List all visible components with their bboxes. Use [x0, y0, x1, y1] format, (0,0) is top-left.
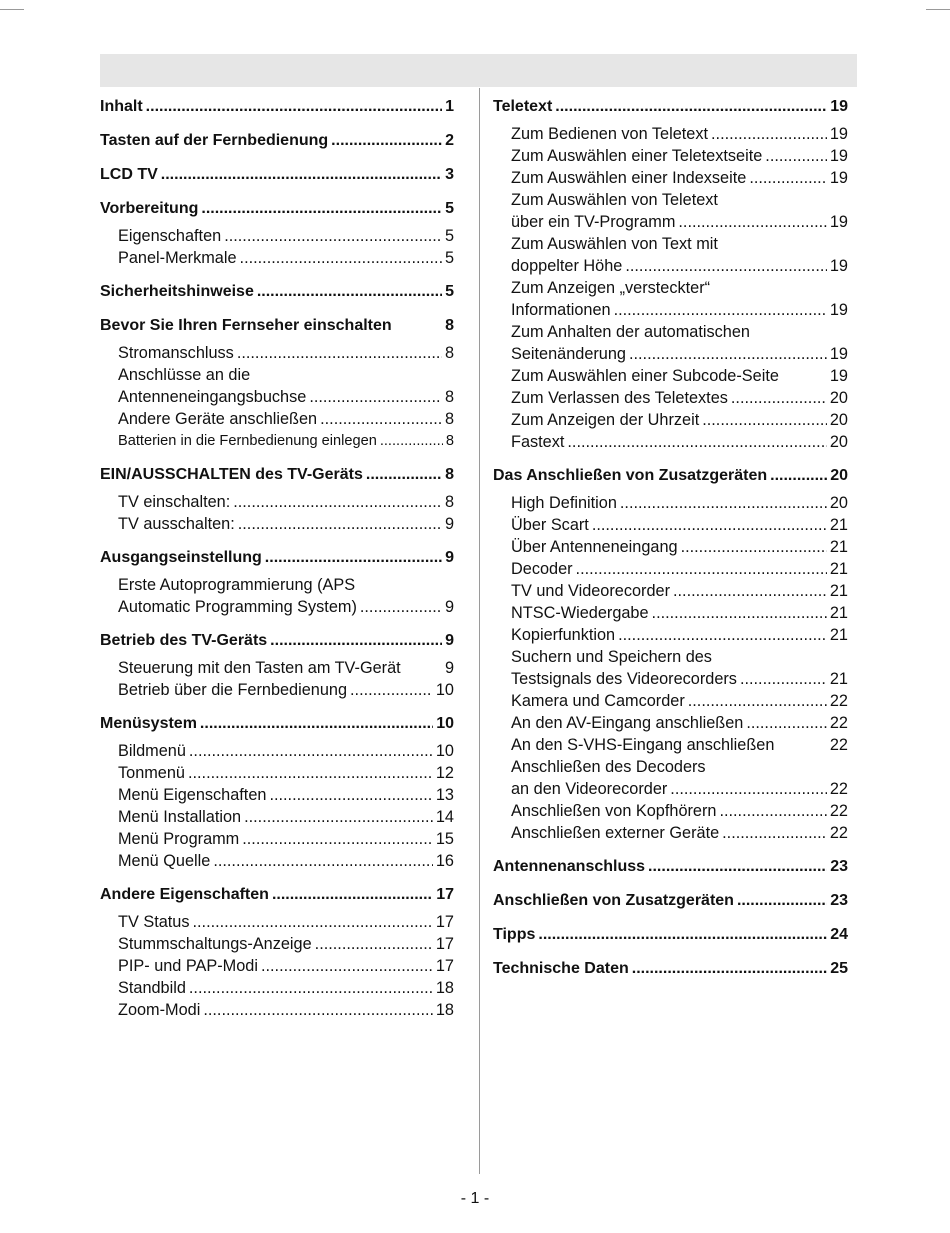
toc-entry-title: Kamera und Camcorder — [511, 692, 685, 710]
toc-page-number: 8 — [444, 388, 454, 406]
toc-entry[interactable] — [493, 690, 848, 712]
toc-leader-dots — [320, 408, 442, 430]
toc-entry-title: doppelter Höhe — [511, 257, 623, 275]
toc-page-number: 21 — [829, 538, 848, 556]
toc-entry-title: Teletext — [493, 98, 553, 115]
toc-entry-title: Technische Daten — [493, 960, 629, 977]
toc-entry-title: NTSC-Wiedergabe — [511, 604, 649, 622]
toc-entry-title: Zum Auswählen einer Teletextseite — [511, 147, 763, 165]
toc-entry-title: Menü Eigenschaften — [118, 786, 267, 804]
toc-entry[interactable] — [493, 800, 848, 822]
toc-page-number: 19 — [829, 147, 848, 165]
toc-page-number: 8 — [444, 344, 454, 362]
toc-entry[interactable] — [100, 999, 454, 1021]
toc-leader-dots — [270, 630, 442, 652]
toc-entry-title: TV einschalten: — [118, 493, 231, 511]
toc-page-number: 18 — [435, 979, 454, 997]
toc-entry-title: Stromanschluss — [118, 344, 234, 362]
toc-leader-dots — [265, 547, 442, 569]
toc-entry[interactable] — [100, 596, 454, 618]
toc-page-number: 5 — [445, 283, 454, 300]
toc-entry-text-continued: Erste Autoprogrammierung (APS — [118, 576, 356, 594]
toc-page-number: 9 — [445, 549, 454, 566]
toc-leader-dots — [233, 491, 442, 513]
toc-entry[interactable] — [493, 558, 848, 580]
toc-entry-title: Inhalt — [100, 98, 143, 115]
toc-heading[interactable] — [493, 890, 848, 912]
toc-leader-dots — [315, 933, 433, 955]
toc-heading[interactable] — [100, 315, 454, 337]
toc-leader-dots — [366, 464, 442, 486]
toc-leader-dots — [629, 343, 827, 365]
toc-leader-dots — [618, 624, 827, 646]
toc-leader-dots — [652, 602, 827, 624]
toc-page-number: 25 — [830, 960, 848, 977]
toc-page-number: 22 — [829, 802, 848, 820]
toc-entry[interactable] — [100, 828, 454, 850]
toc-entry[interactable] — [100, 740, 454, 762]
toc-leader-dots — [200, 713, 433, 735]
toc-leader-dots — [350, 679, 433, 701]
toc-page-number: 22 — [829, 780, 848, 798]
toc-leader-dots — [213, 850, 433, 872]
toc-entry[interactable] — [100, 408, 454, 430]
toc-entry-title: High Definition — [511, 494, 617, 512]
toc-leader-dots — [592, 514, 827, 536]
toc-page-number: 8 — [445, 433, 454, 449]
toc-entry-title: an den Videorecorder — [511, 780, 668, 798]
toc-page-number: 8 — [445, 466, 454, 483]
toc-entry-text-continued: Anschlüsse an die — [118, 366, 251, 384]
toc-page-number: 9 — [444, 598, 454, 616]
toc-heading[interactable] — [100, 464, 454, 486]
toc-leader-dots — [257, 281, 442, 303]
toc-page-number: 9 — [444, 515, 454, 533]
toc-entry-title: Bildmenü — [118, 742, 186, 760]
toc-entry[interactable] — [493, 536, 848, 558]
toc-heading[interactable] — [493, 856, 848, 878]
toc-entry-title: Ausgangseinstellung — [100, 549, 262, 566]
toc-page-number: 20 — [829, 433, 848, 451]
toc-entry-title: Anschließen von Kopfhörern — [511, 802, 717, 820]
toc-entry-title: Testsignals des Videorecorders — [511, 670, 737, 688]
toc-entry-title: Panel-Merkmale — [118, 249, 237, 267]
toc-entry[interactable] — [493, 514, 848, 536]
toc-page-number: 21 — [829, 582, 848, 600]
toc-entry[interactable] — [493, 255, 848, 277]
toc-page-number: 22 — [829, 824, 848, 842]
toc-entry[interactable] — [100, 386, 454, 408]
toc-entry[interactable] — [100, 430, 454, 452]
toc-leader-dots — [765, 145, 827, 167]
toc-entry-title: Andere Geräte anschließen — [118, 410, 318, 428]
toc-leader-dots — [731, 387, 827, 409]
toc-leader-dots — [567, 431, 826, 453]
toc-page-number: 3 — [445, 166, 454, 183]
toc-entry-title: Anschließen von Zusatzgeräten — [493, 892, 734, 909]
toc-entry-title: TV Status — [118, 913, 190, 931]
toc-page-number: 21 — [829, 560, 848, 578]
toc-leader-dots — [309, 386, 442, 408]
toc-leader-dots — [620, 492, 827, 514]
toc-page-number: 8 — [445, 317, 454, 334]
toc-entry[interactable] — [493, 734, 848, 756]
toc-leader-dots — [242, 828, 433, 850]
toc-leader-dots — [189, 740, 433, 762]
toc-entry-title: Bevor Sie Ihren Fernseher einschalten — [100, 317, 392, 334]
toc-page-number: 8 — [444, 493, 454, 511]
toc-entry[interactable] — [493, 299, 848, 321]
toc-leader-dots — [189, 977, 433, 999]
toc-entry[interactable] — [493, 431, 848, 453]
toc-entry-title: Menü Quelle — [118, 852, 211, 870]
toc-entry[interactable] — [100, 955, 454, 977]
toc-entry[interactable] — [100, 762, 454, 784]
toc-entry-text-continued: Anschließen des Decoders — [511, 758, 706, 776]
toc-entry[interactable] — [100, 247, 454, 269]
toc-column-left — [100, 96, 454, 1021]
toc-entry-title: Menü Installation — [118, 808, 242, 826]
toc-page-number: 21 — [829, 670, 848, 688]
toc-page-number: 19 — [829, 345, 848, 363]
toc-entry[interactable] — [493, 387, 848, 409]
toc-entry-title: TV ausschalten: — [118, 515, 235, 533]
toc-leader-dots — [146, 96, 442, 118]
toc-entry-title: An den S-VHS-Eingang anschließen — [511, 736, 775, 754]
toc-entry[interactable] — [493, 343, 848, 365]
toc-leader-dots — [614, 299, 827, 321]
toc-page-number: 17 — [436, 886, 454, 903]
toc-entry[interactable] — [493, 492, 848, 514]
toc-entry[interactable] — [100, 513, 454, 535]
toc-page-number: 10 — [435, 742, 454, 760]
toc-leader-dots — [538, 924, 827, 946]
toc-leader-dots — [238, 513, 442, 535]
toc-leader-dots — [380, 430, 443, 452]
toc-entry-title: Stummschaltungs-Anzeige — [118, 935, 312, 953]
toc-entry[interactable] — [100, 784, 454, 806]
toc-column-right — [493, 96, 848, 980]
toc-leader-dots — [555, 96, 827, 118]
toc-page-number: 9 — [445, 632, 454, 649]
toc-entry-title: Antenneneingangsbuchse — [118, 388, 307, 406]
toc-page-number: 19 — [830, 98, 848, 115]
toc-page-number: 22 — [829, 692, 848, 710]
toc-leader-dots — [740, 668, 827, 690]
toc-page-number: 12 — [435, 764, 454, 782]
toc-entry-title: Standbild — [118, 979, 186, 997]
toc-entry[interactable] — [100, 225, 454, 247]
toc-entry-title: Zoom-Modi — [118, 1001, 201, 1019]
toc-leader-dots — [240, 247, 442, 269]
toc-page-number: 5 — [444, 249, 454, 267]
toc-leader-dots — [269, 784, 432, 806]
toc-entry-title: Tasten auf der Fernbedienung — [100, 132, 329, 149]
toc-entry[interactable] — [100, 491, 454, 513]
toc-heading[interactable] — [100, 884, 454, 906]
toc-page-number: 24 — [830, 926, 848, 943]
toc-entry-title: Betrieb des TV-Geräts — [100, 632, 268, 649]
toc-entry-title: Über Antenneneingang — [511, 538, 678, 556]
crop-mark-left — [0, 9, 24, 10]
toc-page-number: 1 — [445, 98, 454, 115]
toc-entry[interactable] — [493, 602, 848, 624]
toc-page-number: 17 — [435, 935, 454, 953]
toc-page-number: 21 — [829, 516, 848, 534]
toc-leader-dots — [719, 800, 826, 822]
toc-entry-text-continued: Zum Anhalten der automatischen — [511, 323, 750, 341]
toc-leader-dots — [722, 822, 827, 844]
toc-entry[interactable] — [493, 123, 848, 145]
toc-entry-title: Eigenschaften — [118, 227, 222, 245]
toc-leader-dots — [678, 211, 826, 233]
toc-leader-dots — [681, 536, 827, 558]
toc-heading[interactable] — [493, 924, 848, 946]
toc-entry-title: Menüsystem — [100, 715, 197, 732]
toc-page-number: 9 — [444, 659, 454, 677]
toc-heading[interactable] — [100, 630, 454, 652]
toc-leader-dots — [224, 225, 442, 247]
toc-entry[interactable] — [493, 211, 848, 233]
toc-page-number: 23 — [830, 858, 848, 875]
toc-page-number: 18 — [435, 1001, 454, 1019]
page-number: - 1 - — [460, 1190, 490, 1207]
toc-entry[interactable] — [100, 342, 454, 364]
toc-page-number: 19 — [829, 169, 848, 187]
toc-entry-title: Batterien in die Fernbedienung einlegen — [118, 433, 377, 449]
toc-entry-text-continued: Zum Auswählen von Teletext — [511, 191, 718, 209]
toc-heading[interactable] — [100, 96, 454, 118]
toc-page-number: 21 — [829, 626, 848, 644]
toc-leader-dots — [272, 884, 433, 906]
toc-heading[interactable] — [493, 96, 848, 118]
toc-entry-title: Tipps — [493, 926, 536, 943]
toc-leader-dots — [237, 342, 442, 364]
toc-entry[interactable] — [493, 712, 848, 734]
header-bar — [100, 54, 857, 87]
toc-leader-dots — [702, 409, 827, 431]
toc-entry[interactable] — [493, 822, 848, 844]
toc-entry[interactable] — [100, 679, 454, 701]
toc-entry-title: Zum Verlassen des Teletextes — [511, 389, 728, 407]
toc-page-number: 5 — [444, 227, 454, 245]
toc-entry-title: TV und Videorecorder — [511, 582, 670, 600]
toc-page-number: 10 — [436, 715, 454, 732]
toc-entry-title: Kopierfunktion — [511, 626, 616, 644]
toc-leader-dots — [360, 596, 442, 618]
toc-entry[interactable] — [493, 409, 848, 431]
toc-entry-title: Über Scart — [511, 516, 589, 534]
toc-page-number: 16 — [435, 852, 454, 870]
column-divider — [479, 88, 480, 1174]
toc-heading[interactable] — [100, 164, 454, 186]
toc-page-number: 10 — [435, 681, 454, 699]
toc-page-number: 13 — [435, 786, 454, 804]
toc-entry-title: Tonmenü — [118, 764, 185, 782]
toc-leader-dots — [737, 890, 827, 912]
toc-leader-dots — [632, 958, 827, 980]
toc-leader-dots — [648, 856, 827, 878]
toc-entry-title: Steuerung mit den Tasten am TV-Gerät — [118, 659, 401, 677]
toc-entry-title: Fastext — [511, 433, 565, 451]
toc-entry[interactable] — [100, 933, 454, 955]
toc-page-number: 2 — [445, 132, 454, 149]
toc-entry-title: Zum Auswählen einer Subcode-Seite — [511, 367, 779, 385]
toc-page-number: 20 — [829, 411, 848, 429]
toc-entry[interactable] — [100, 806, 454, 828]
toc-leader-dots — [244, 806, 433, 828]
toc-entry-text-continued: Zum Anzeigen „versteckter“ — [511, 279, 711, 297]
toc-leader-dots — [770, 465, 827, 487]
toc-entry-text-continued: Suchern und Speichern des — [511, 648, 712, 666]
toc-page-number: 8 — [444, 410, 454, 428]
toc-entry-title: Andere Eigenschaften — [100, 886, 269, 903]
toc-leader-dots — [203, 999, 433, 1021]
toc-entry-title: Betrieb über die Fernbedienung — [118, 681, 348, 699]
toc-entry-title: Zum Anzeigen der Uhrzeit — [511, 411, 700, 429]
toc-entry-title: Zum Bedienen von Teletext — [511, 125, 709, 143]
toc-leader-dots — [625, 255, 827, 277]
toc-entry[interactable] — [100, 657, 454, 679]
toc-entry[interactable] — [100, 850, 454, 872]
toc-entry-title: Sicherheitshinweise — [100, 283, 254, 300]
toc-entry-title: Vorbereitung — [100, 200, 199, 217]
toc-page-number: 22 — [829, 736, 848, 754]
toc-entry-title: An den AV-Eingang anschließen — [511, 714, 744, 732]
toc-leader-dots — [673, 580, 827, 602]
toc-heading[interactable] — [100, 547, 454, 569]
toc-entry-title: Automatic Programming System) — [118, 598, 357, 616]
toc-page-number: 14 — [435, 808, 454, 826]
toc-page-number: 19 — [829, 301, 848, 319]
toc-entry-title: Zum Auswählen einer Indexseite — [511, 169, 747, 187]
toc-leader-dots — [188, 762, 433, 784]
toc-leader-dots — [670, 778, 827, 800]
toc-leader-dots — [161, 164, 442, 186]
toc-heading[interactable] — [100, 281, 454, 303]
toc-leader-dots — [201, 198, 442, 220]
toc-leader-dots — [261, 955, 433, 977]
toc-entry-title: EIN/AUSSCHALTEN des TV-Geräts — [100, 466, 363, 483]
toc-entry[interactable] — [100, 977, 454, 999]
toc-leader-dots — [193, 911, 433, 933]
toc-heading[interactable] — [493, 958, 848, 980]
toc-leader-dots — [746, 712, 827, 734]
toc-page-number: 19 — [829, 257, 848, 275]
toc-page-number: 23 — [830, 892, 848, 909]
toc-entry-title: Antennenanschluss — [493, 858, 646, 875]
toc-entry-title: Das Anschließen von Zusatzgeräten — [493, 467, 768, 484]
toc-leader-dots — [711, 123, 827, 145]
toc-entry[interactable] — [493, 668, 848, 690]
toc-page-number: 20 — [829, 389, 848, 407]
toc-page-number: 20 — [829, 494, 848, 512]
toc-heading[interactable] — [100, 130, 454, 152]
toc-heading[interactable] — [100, 713, 454, 735]
toc-leader-dots — [749, 167, 827, 189]
toc-page-number: 19 — [829, 367, 848, 385]
toc-entry-title: Menü Programm — [118, 830, 240, 848]
toc-page-number: 15 — [435, 830, 454, 848]
toc-entry-text-continued: Zum Auswählen von Text mit — [511, 235, 718, 253]
toc-leader-dots — [688, 690, 827, 712]
toc-entry[interactable] — [493, 624, 848, 646]
toc-page-number: 17 — [435, 957, 454, 975]
toc-entry[interactable] — [493, 580, 848, 602]
toc-leader-dots — [331, 130, 442, 152]
crop-mark-right — [926, 9, 950, 10]
toc-page-number: 17 — [435, 913, 454, 931]
toc-page-number: 19 — [829, 125, 848, 143]
toc-entry-title: Anschließen externer Geräte — [511, 824, 720, 842]
toc-entry-title: über ein TV-Programm — [511, 213, 676, 231]
toc-heading[interactable] — [493, 465, 848, 487]
toc-entry-title: Decoder — [511, 560, 573, 578]
toc-entry[interactable] — [493, 778, 848, 800]
toc-entry-title: Seitenänderung — [511, 345, 626, 363]
toc-page-number: 5 — [445, 200, 454, 217]
toc-page-number: 22 — [829, 714, 848, 732]
toc-entry[interactable] — [493, 167, 848, 189]
toc-page-number: 19 — [829, 213, 848, 231]
toc-entry[interactable] — [100, 911, 454, 933]
toc-heading[interactable] — [100, 198, 454, 220]
toc-entry-title: Informationen — [511, 301, 611, 319]
toc-entry-title: LCD TV — [100, 166, 158, 183]
toc-leader-dots — [576, 558, 827, 580]
toc-page-number: 20 — [830, 467, 848, 484]
toc-entry-title: PIP- und PAP-Modi — [118, 957, 258, 975]
toc-page-number: 21 — [829, 604, 848, 622]
toc-entry[interactable] — [493, 365, 848, 387]
toc-entry[interactable] — [493, 145, 848, 167]
